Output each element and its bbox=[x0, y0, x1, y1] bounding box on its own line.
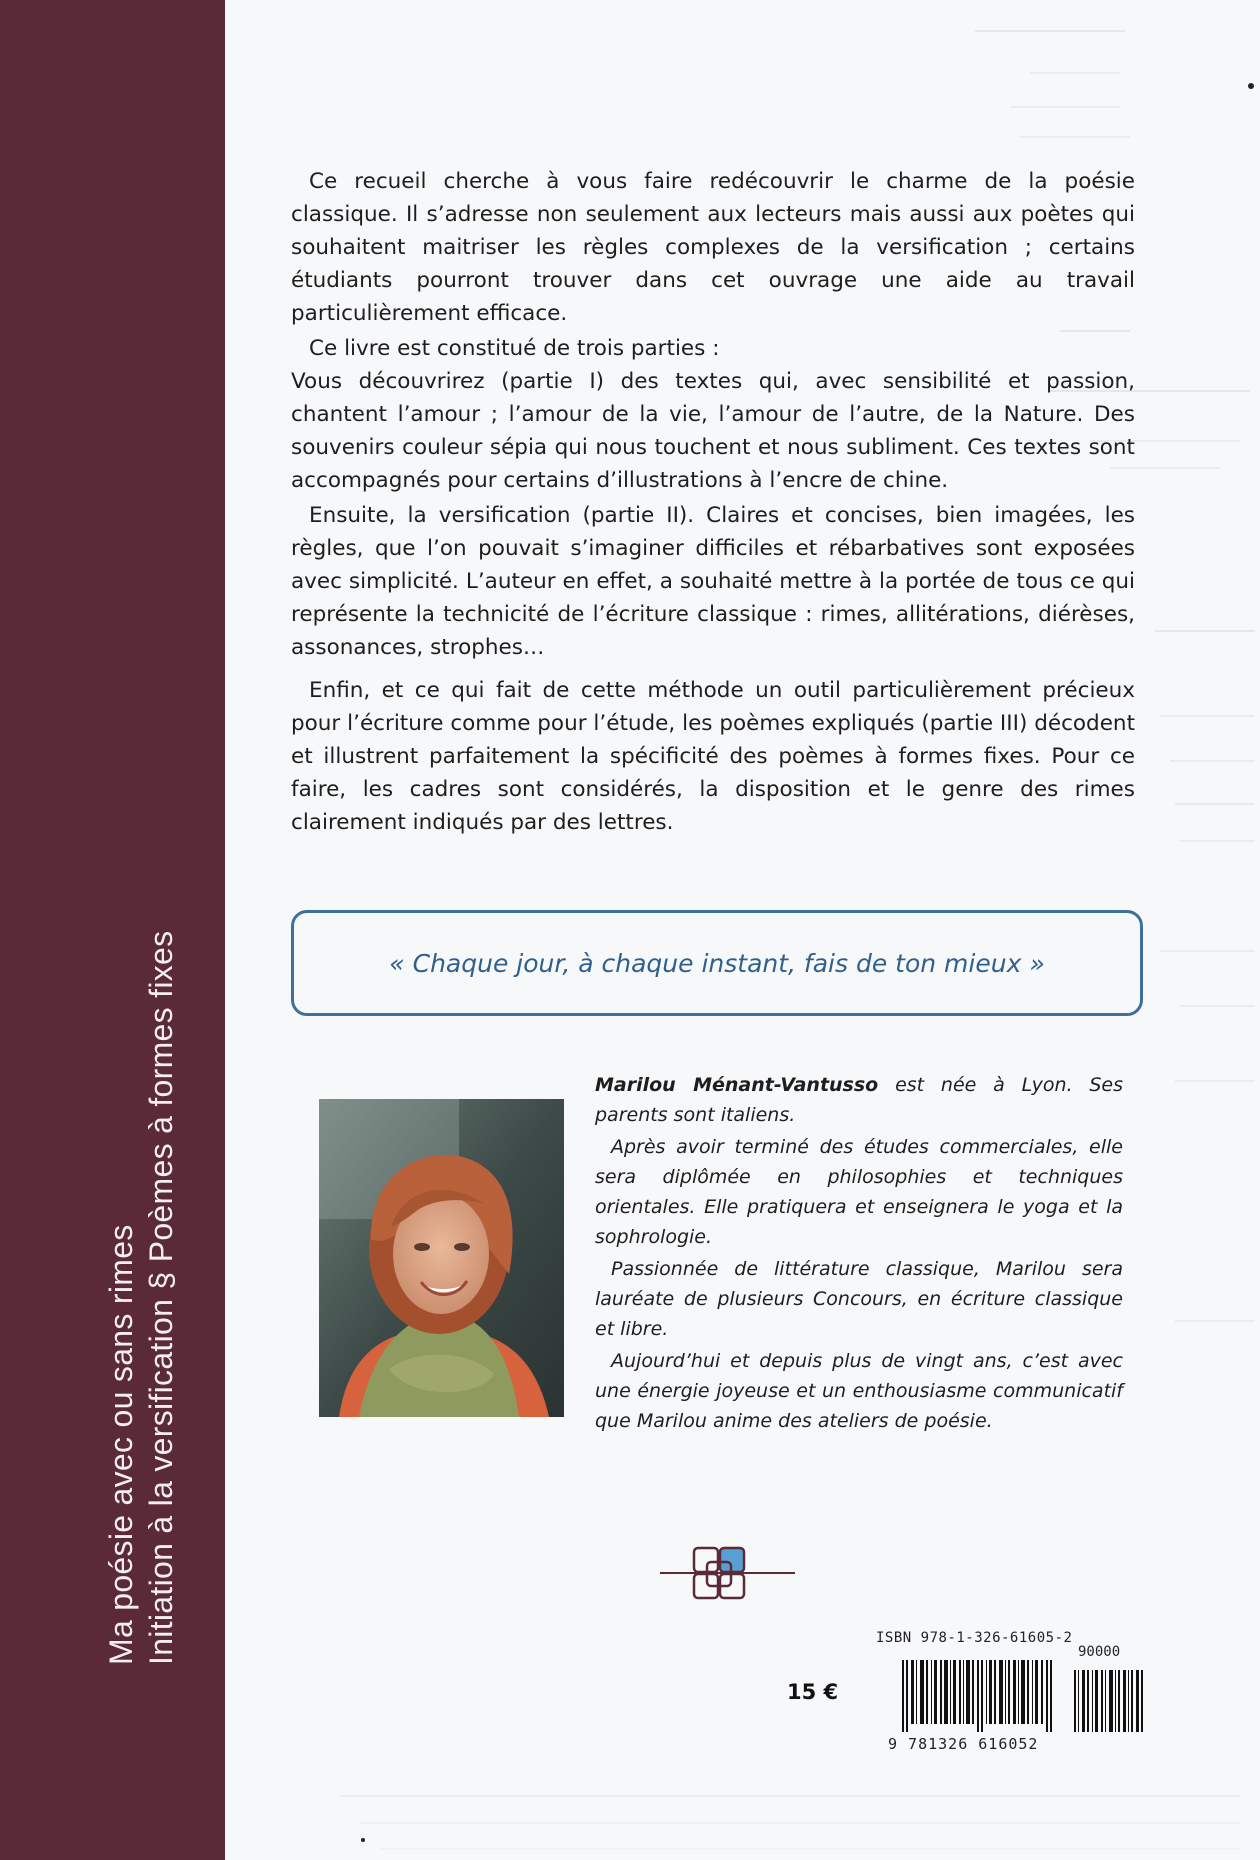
summary-paragraph: Vous découvrirez (partie I) des textes qui, avec sensibilité et passion, chantent l’amour ; l’amour de la vie, l’amour de l’autre, de la Nature. Des souvenirs couleur sépia qui nous touchent et nous subliment. Ces textes sont accompagnés pour certains d’illustrations à l’encre de chine. bbox=[291, 369, 1135, 493]
back-cover-summary bbox=[291, 165, 1135, 839]
summary-paragraph: Enfin, et ce qui fait de cette méthode un outil particulièrement précieux pour l’écriture comme pour l’étude, les poèmes expliqués (partie III) décodent et illustrent parfaitement la spécificité des poèmes à formes fixes. Pour ce faire, les cadres sont considérés, la disposition et le genre des rimes clairement indiqués par des lettres. bbox=[291, 678, 1135, 835]
spine-title: Ma poésie avec ou sans rimes bbox=[103, 1224, 139, 1665]
barcode-addon-number: 90000 bbox=[1078, 1644, 1121, 1660]
bio-text: est née à Lyon. Ses parents sont italiens. bbox=[595, 1074, 1123, 1126]
author-photo bbox=[319, 1099, 564, 1417]
spine-text-group bbox=[0, 0, 225, 1860]
spine-subtitle: Initiation à la versification § Poèmes à formes fixes bbox=[143, 930, 179, 1665]
summary-paragraph: Ce recueil cherche à vous faire redécouvrir le charme de la poésie classique. Il s’adresse non seulement aux lecteurs mais aussi aux poètes qui souhaitent maitriser les règles complexes de la versification ; certains étudiants pourront trouver dans cet ouvrage une aide au travail particulièrement efficace. bbox=[291, 169, 1135, 326]
summary-paragraph: Ensuite, la versification (partie II). Claires et concises, bien imagées, les règles, que l’on pouvait s’imaginer difficiles et rébarbatives sont exposées avec simplicité. L’auteur en effet, a souhaité mettre à la portée de tous ce qui représente la technicité de l’écriture classique : rimes, allitérations, diérèses, assonances, strophes… bbox=[291, 503, 1135, 660]
barcode-number: 9 781326 616052 bbox=[888, 1735, 1039, 1753]
bio-paragraph: Après avoir terminé des études commerciales, elle sera diplômée en philosophies et techniques orientales. Elle pratiquera et enseignera le yoga et la sophrologie. bbox=[595, 1136, 1123, 1248]
author-biography bbox=[595, 1070, 1123, 1436]
book-spine-band bbox=[0, 0, 225, 1860]
bio-paragraph: Aujourd’hui et depuis plus de vingt ans, c’est avec une énergie joyeuse et un enthousiasme communicatif que Marilou anime des ateliers de poésie. bbox=[595, 1350, 1123, 1432]
quote-text: « Chaque jour, à chaque instant, fais de ton mieux » bbox=[389, 948, 1045, 978]
publisher-logo-icon bbox=[660, 1542, 795, 1604]
author-name: Marilou Ménant-Vantusso bbox=[595, 1074, 879, 1096]
quote-box bbox=[291, 910, 1143, 1016]
price-label: 15 € bbox=[787, 1680, 839, 1704]
isbn-barcode bbox=[902, 1660, 1144, 1732]
bio-paragraph: Passionnée de littérature classique, Marilou sera lauréate de plusieurs Concours, en écriture classique et libre. bbox=[595, 1258, 1123, 1340]
isbn-label: ISBN 978-1-326-61605-2 bbox=[876, 1630, 1073, 1646]
author-portrait-image bbox=[319, 1099, 564, 1417]
summary-paragraph: Ce livre est constitué de trois parties : bbox=[309, 336, 720, 361]
bio-paragraph bbox=[595, 1070, 1123, 1130]
ink-speck bbox=[361, 1838, 365, 1842]
ink-speck bbox=[1248, 83, 1254, 89]
